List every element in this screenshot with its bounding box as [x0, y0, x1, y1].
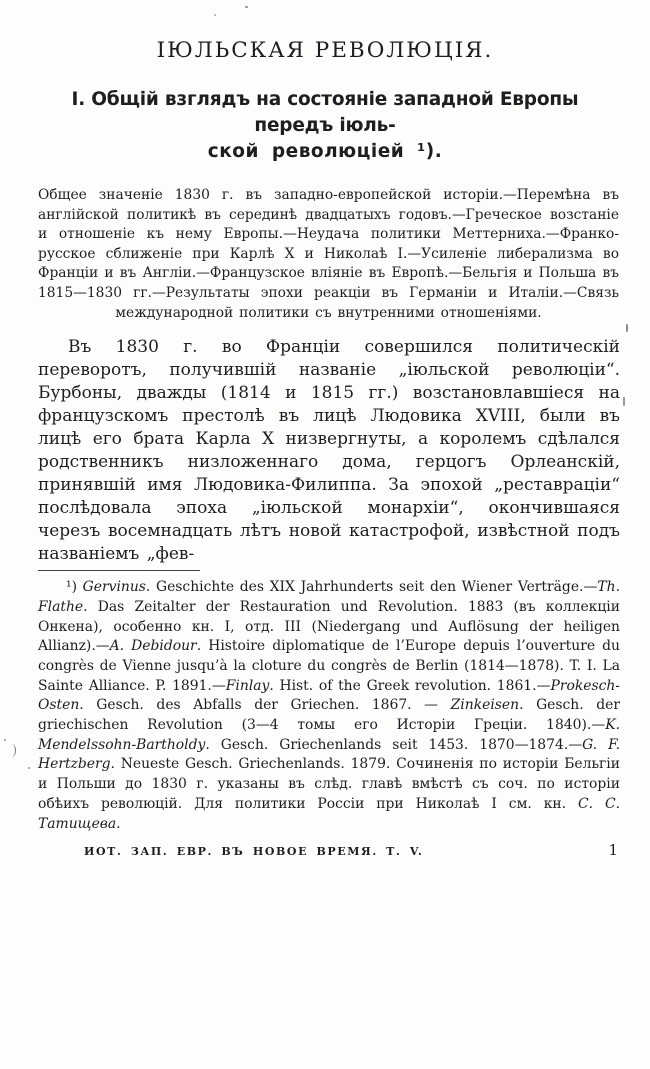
scan-artifact	[8, 744, 16, 757]
scan-artifact	[28, 767, 30, 769]
section-heading-line1: I. Общій взглядъ на состояніе западной Европы передъ іюль-	[71, 89, 579, 136]
footnote: ¹) Gervinus. Geschichte des XIX Jahrhunderts seit den Wiener Verträge.—Th. Flathe. Das Zeitalter der Restauration und Revolution. 1883 (въ коллекціи Онкена), особенно кн. I, отд. III (Niedergang und Auflösung der heiligen Allianz).—A. Debidour. Histoire diplomatique de l’Europe depuis l’ouverture du congrès de Vienne jusqu’à la cloture du congrès de Berlin (1814—1878). T. I. La Sainte Alliance. P. 1891.—Finlay. Hist. of the Greek revolution. 1861.—Prokesch-Osten. Gesch. des Abfalls der Griechen. 1867. — Zinkeisen. Gesch. der griechischen Revolution (3—4 томы его Исторіи Греціи. 1840).—K. Mendelssohn-Bartholdy. Gesch. Griechenlands seit 1453. 1870—1874.—G. F. Hertzberg. Neueste Gesch. Griechenlands. 1879. Сочиненія по исторіи Бельгіи и Польши до 1830 г. указаны въ слѣд. главѣ вмѣстѣ съ соч. по исторіи обѣихъ революцій. Для политики Россіи при Николаѣ I см. кн. С. С. Татищева.	[38, 579, 621, 832]
section-heading	[40, 87, 610, 165]
running-signature: ИОТ. ЗАП. ЕВР. ВЪ НОВОЕ ВРЕМЯ. Т. V.	[84, 845, 424, 859]
footnote-separator	[38, 570, 200, 571]
scan-artifact	[214, 14, 216, 16]
chapter-title: ІЮЛЬСКАЯ РЕВОЛЮЦІЯ.	[156, 38, 494, 63]
chapter-summary: Общее значеніе 1830 г. въ западно-европейской исторіи.—Перемѣна въ англійской политикѣ въ серединѣ двадцатыхъ годовъ.—Греческое возстаніе и отношеніе къ нему Европы.—Неудача политики Меттерниха.—Франко-русское сближеніе при Карлѣ X и Николаѣ I.—Усиленіе либерализма во Франціи и въ Англіи.—Французское вліяніе въ Европѣ.—Бельгія и Польша въ 1815—1830 гг.—Результаты эпохи реакціи въ Германіи и Италіи.—Связь международной политики съ внутренними отношеніями.	[38, 187, 619, 321]
page-number: 1	[608, 841, 618, 860]
scan-artifact	[245, 6, 248, 8]
page-footer	[48, 841, 618, 859]
scan-artifact	[626, 324, 628, 332]
scan-artifact	[4, 739, 6, 741]
scan-artifact	[623, 397, 625, 406]
section-heading-line2: ской революціей ¹).	[207, 141, 443, 162]
body-paragraph: Въ 1830 г. во Франціи совершился политическій переворотъ, получившій названіе „іюльской революціи“. Бурбоны, дважды (1814 и 1815 гг.) возстановлавшіеся на французскомъ престолѣ въ лицѣ Людовика XVIII, были въ лицѣ его брата Карла X низвергнуты, а королемъ сдѣлался родственникъ низложеннаго дома, герцогъ Орлеанскій, принявшій имя Людовика-Филиппа. За эпохой „реставраціи“ послѣдовала эпоха „іюльской монархіи“, окончившаяся черезъ восемнадцать лѣтъ новой катастрофой, извѣстной подъ названіемъ „фев-	[38, 337, 620, 565]
